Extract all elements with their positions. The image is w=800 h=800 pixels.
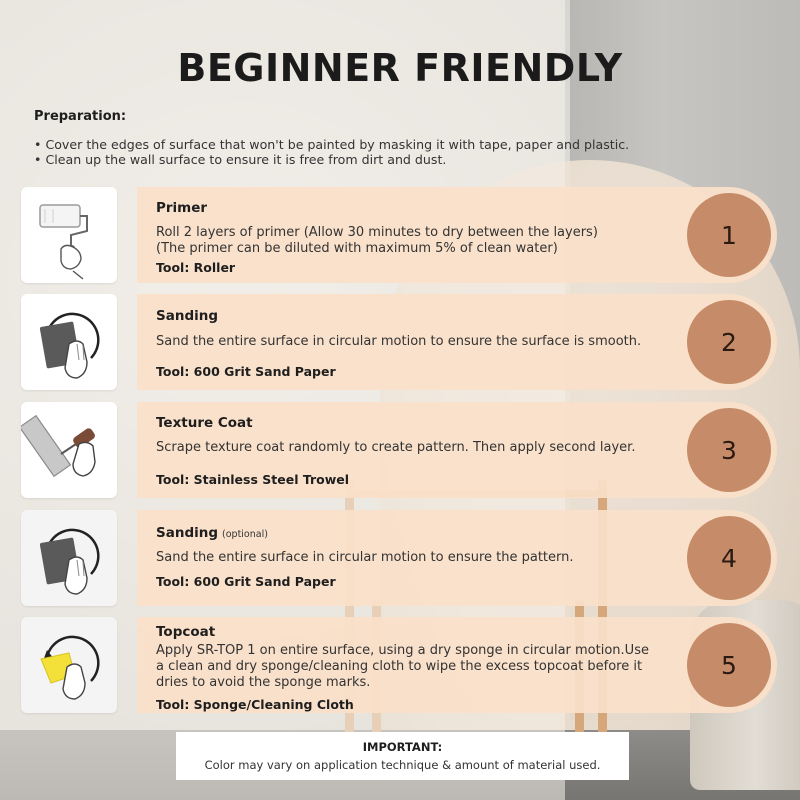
step-tool: Tool: 600 Grit Sand Paper — [156, 364, 336, 379]
step-title: Topcoat — [156, 624, 216, 640]
step-description-line: Apply SR-TOP 1 on entire surface, using a dry sponge in circular motion.Use — [156, 643, 649, 658]
step-description-line: a clean and dry sponge/cleaning cloth to wipe the excess topcoat before it — [156, 659, 643, 674]
step-description-line: Sand the entire surface in circular motion to ensure the pattern. — [156, 550, 574, 565]
paint-roller-icon — [21, 187, 117, 283]
step-description — [156, 550, 676, 566]
preparation-item: • Clean up the wall surface to ensure it is free from dirt and dust. — [34, 152, 629, 167]
step-description-line: dries to avoid the sponge marks. — [156, 675, 371, 690]
step-row — [0, 402, 800, 502]
step-row — [0, 510, 800, 610]
important-notice — [176, 732, 629, 780]
step-title: Sanding — [156, 308, 219, 324]
step-tool: Tool: Roller — [156, 260, 236, 275]
step-number-badge: 4 — [687, 516, 771, 600]
step-row — [0, 617, 800, 717]
step-title: Texture Coat — [156, 415, 253, 431]
step-description-line: Sand the entire surface in circular motion to ensure the surface is smooth. — [156, 334, 642, 349]
step-card — [137, 617, 777, 713]
trowel-icon — [21, 402, 117, 498]
step-card — [137, 294, 777, 390]
step-title-text: Sanding — [156, 525, 219, 541]
step-row — [0, 294, 800, 394]
step-description — [156, 334, 676, 350]
step-tool: Tool: 600 Grit Sand Paper — [156, 574, 336, 589]
sanding-hand-icon — [21, 510, 117, 606]
step-description — [156, 225, 676, 256]
step-number-badge: 1 — [687, 193, 771, 277]
step-description-line: Roll 2 layers of primer (Allow 30 minutes to dry between the layers) — [156, 225, 598, 240]
preparation-heading: Preparation: — [34, 109, 127, 124]
step-card — [137, 402, 777, 498]
step-description — [156, 643, 676, 691]
step-title: Primer — [156, 200, 208, 216]
step-title — [156, 525, 268, 541]
step-description-line: (The primer can be diluted with maximum 5% of clean water) — [156, 240, 558, 256]
preparation-list — [34, 137, 629, 167]
step-tool: Tool: Stainless Steel Trowel — [156, 472, 350, 487]
important-heading: IMPORTANT: — [362, 740, 443, 754]
step-card — [137, 510, 777, 606]
important-text: Color may vary on application technique & amount of material used. — [204, 758, 601, 772]
step-description-line: Scrape texture coat randomly to create pattern. Then apply second layer. — [156, 440, 636, 455]
step-number-badge: 2 — [687, 300, 771, 384]
page-title: BEGINNER FRIENDLY — [177, 46, 623, 90]
sanding-hand-icon — [21, 294, 117, 390]
step-row — [0, 187, 800, 287]
preparation-item: • Cover the edges of surface that won't be painted by masking it with tape, paper and plastic. — [34, 137, 629, 152]
step-card — [137, 187, 777, 283]
step-tool: Tool: Sponge/Cleaning Cloth — [156, 697, 354, 712]
step-number-badge: 3 — [687, 408, 771, 492]
step-optional-label: (optional) — [222, 529, 268, 540]
step-description — [156, 440, 676, 456]
step-number-badge: 5 — [687, 623, 771, 707]
sponge-icon — [21, 617, 117, 713]
